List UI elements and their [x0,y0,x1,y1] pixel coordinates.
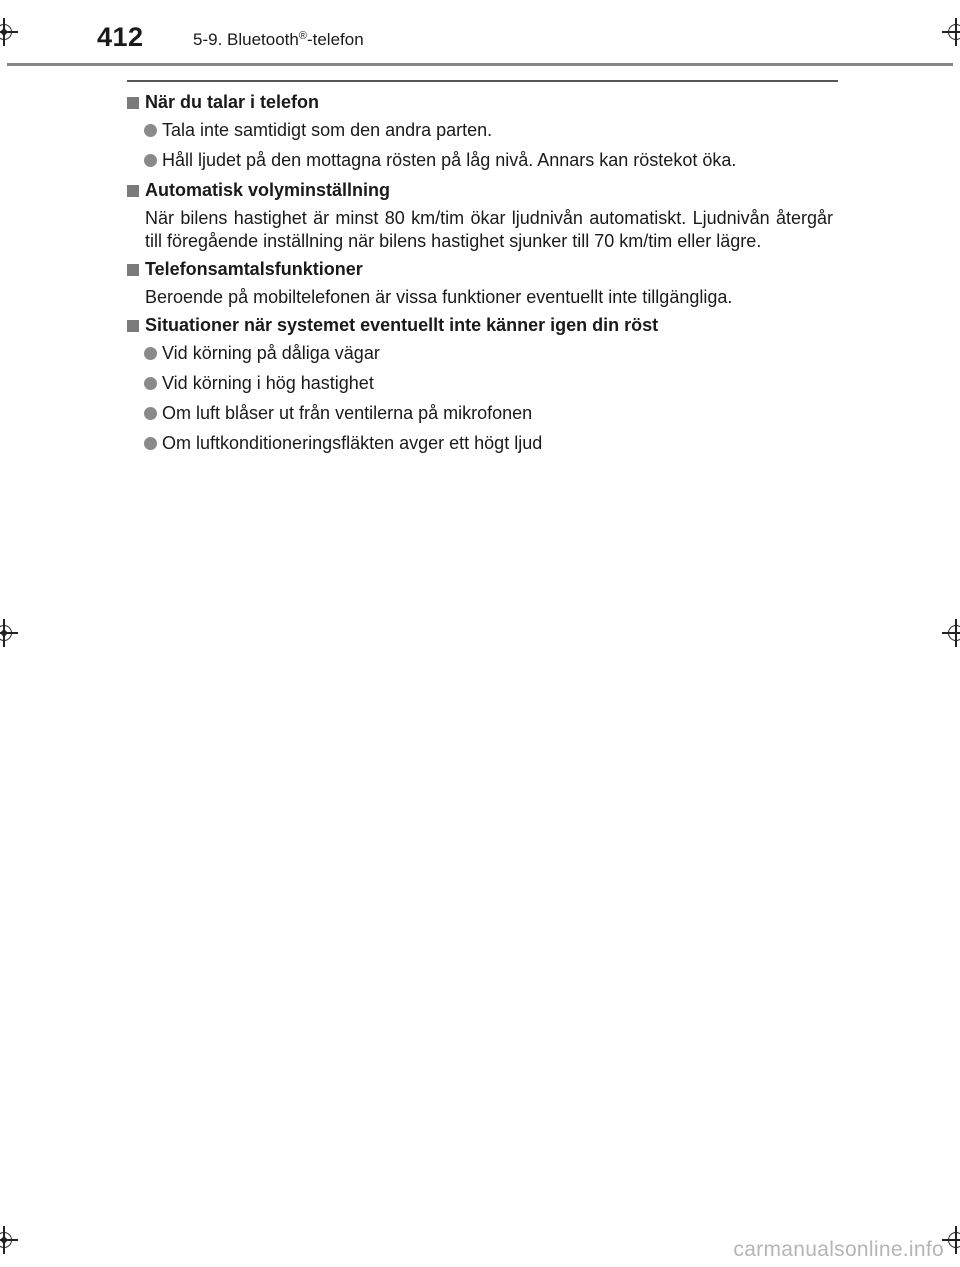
section-title [193,30,364,50]
square-bullet-icon [127,185,139,197]
section-heading: Situationer när systemet eventuellt inte känner igen din röst [127,314,833,337]
section-auto-volume [127,179,833,253]
square-bullet-icon [127,320,139,332]
circle-bullet-icon [144,347,157,360]
circle-bullet-icon [144,437,157,450]
registered-trademark: ® [298,30,307,42]
header-rule [7,63,953,66]
circle-bullet-icon [144,124,157,137]
square-bullet-icon [127,264,139,276]
circle-bullet-icon [144,407,157,420]
section-heading: Telefonsamtalsfunktioner [127,258,833,281]
watermark-logo[interactable]: carmanualsonline.info [733,1238,944,1261]
page-content [127,91,833,462]
registration-mark-icon [942,1226,960,1254]
section-paragraph: När bilens hastighet är minst 80 km/tim ökar ljudnivån automatiskt. Ljudnivån återgår till föregående inställning när bilens hastighet sjunker till 70 km/tim eller lägre. [145,208,833,251]
section-talking [127,91,833,172]
section-call-functions [127,258,833,309]
list-item: Om luft blåser ut från ventilerna på mikrofonen [127,402,833,425]
list-item: Håll ljudet på den mottagna rösten på låg nivå. Annars kan röstekot öka. [127,149,833,172]
list-item: Vid körning på dåliga vägar [127,342,833,365]
section-title-suffix: -telefon [306,30,364,49]
content-rule [127,80,838,82]
circle-bullet-icon [144,377,157,390]
section-title-prefix: 5-9. Bluetooth [193,30,299,49]
registration-mark-icon [942,619,960,647]
list-item: Vid körning i hög hastighet [127,372,833,395]
list-item: Tala inte samtidigt som den andra parten. [127,119,833,142]
registration-mark-icon [0,619,18,647]
list-item: Om luftkonditioneringsfläkten avger ett högt ljud [127,432,833,455]
page-number: 412 [97,22,144,52]
section-heading: När du talar i telefon [127,91,833,114]
circle-bullet-icon [144,154,157,167]
registration-mark-icon [0,18,18,46]
registration-mark-icon [942,18,960,46]
section-paragraph: Beroende på mobiltelefonen är vissa funktioner eventuellt inte tillgängliga. [145,287,733,307]
section-voice-recognition [127,314,833,455]
registration-mark-icon [0,1226,18,1254]
square-bullet-icon [127,97,139,109]
section-heading: Automatisk volyminställning [127,179,833,202]
